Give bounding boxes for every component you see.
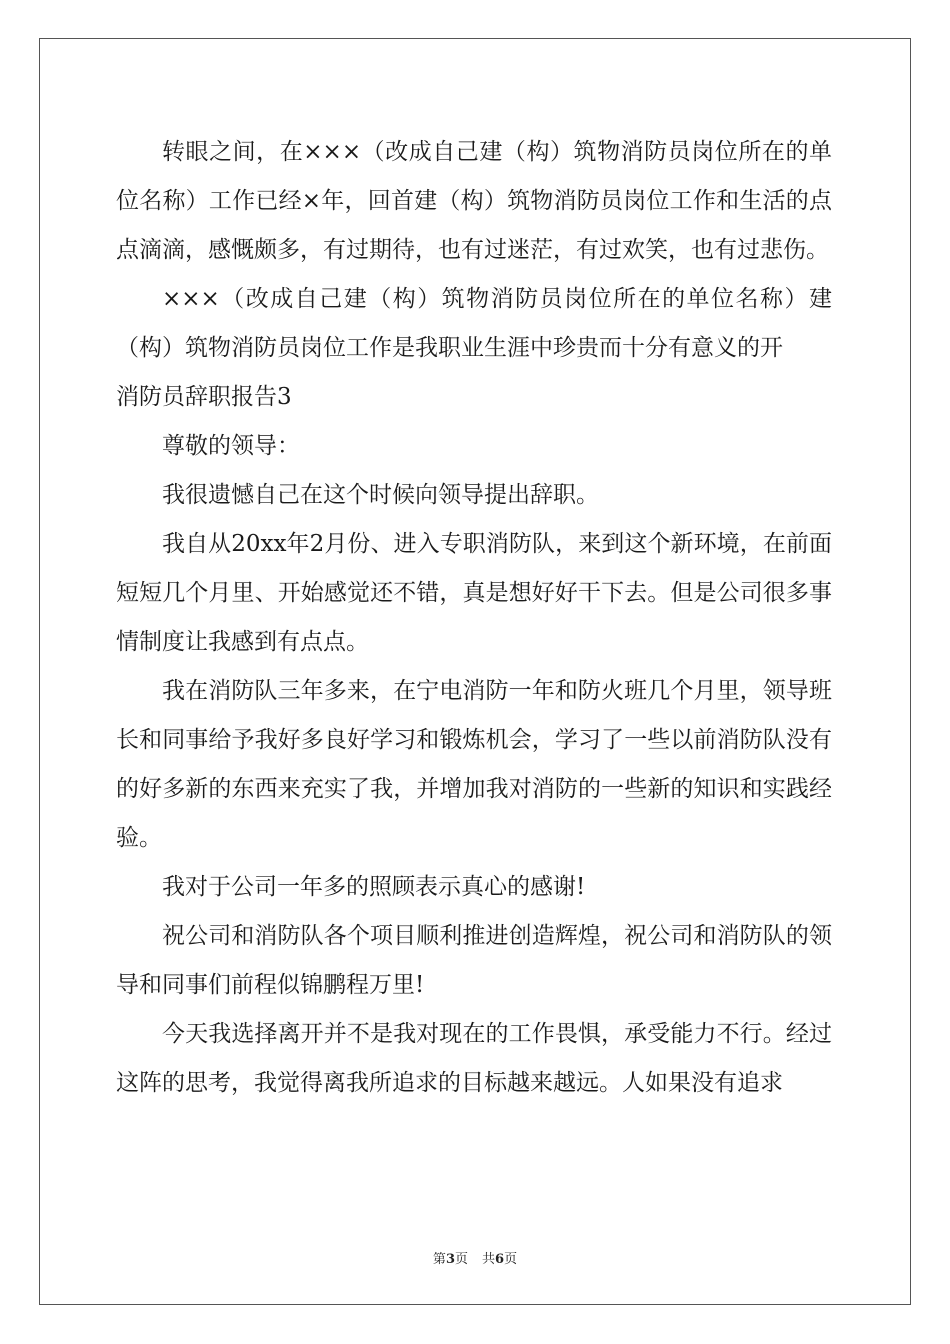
total-pages: 6 — [495, 1252, 505, 1267]
page-number: 3 — [445, 1252, 455, 1267]
paragraph: ×××（改成自己建（构）筑物消防员岗位所在的单位名称）建（构）筑物消防员岗位工作是我职业生涯中珍贵而十分有意义的开 — [116, 286, 832, 361]
page-prefix: 第 — [432, 1252, 446, 1267]
paragraph: 我对于公司一年多的照顾表示真心的感谢! — [162, 874, 586, 900]
paragraph: 我很遗憾自己在这个时候向领导提出辞职。 — [162, 482, 599, 508]
document-body — [116, 128, 832, 1108]
paragraph: 我自从20xx年2月份、进入专职消防队，来到这个新环境，在前面短短几个月里、开始感觉还不错，真是想好好干下去。但是公司很多事情制度让我感到有点点。 — [116, 531, 832, 655]
total-prefix: 共 — [482, 1252, 496, 1267]
paragraph: 我在消防队三年多来，在宁电消防一年和防火班几个月里，领导班长和同事给予我好多良好学习和锻炼机会，学习了一些以前消防队没有的好多新的东西来充实了我，并增加我对消防的一些新的知识和实践经验。 — [116, 678, 832, 851]
total-suffix: 页 — [504, 1252, 518, 1267]
paragraph: 转眼之间，在×××（改成自己建（构）筑物消防员岗位所在的单位名称）工作已经×年，回首建（构）筑物消防员岗位工作和生活的点点滴滴，感慨颇多，有过期待，也有过迷茫，有过欢笑，也有过悲伤。 — [116, 139, 832, 263]
salutation: 尊敬的领导： — [162, 433, 300, 459]
page-footer — [0, 1248, 950, 1267]
page-suffix: 页 — [454, 1252, 468, 1267]
paragraph: 今天我选择离开并不是我对现在的工作畏惧，承受能力不行。经过这阵的思考，我觉得离我所追求的目标越来越远。人如果没有追求 — [116, 1021, 832, 1096]
section-title: 消防员辞职报告3 — [116, 384, 292, 410]
paragraph: 祝公司和消防队各个项目顺利推进创造辉煌，祝公司和消防队的领导和同事们前程似锦鹏程万里! — [116, 923, 832, 998]
